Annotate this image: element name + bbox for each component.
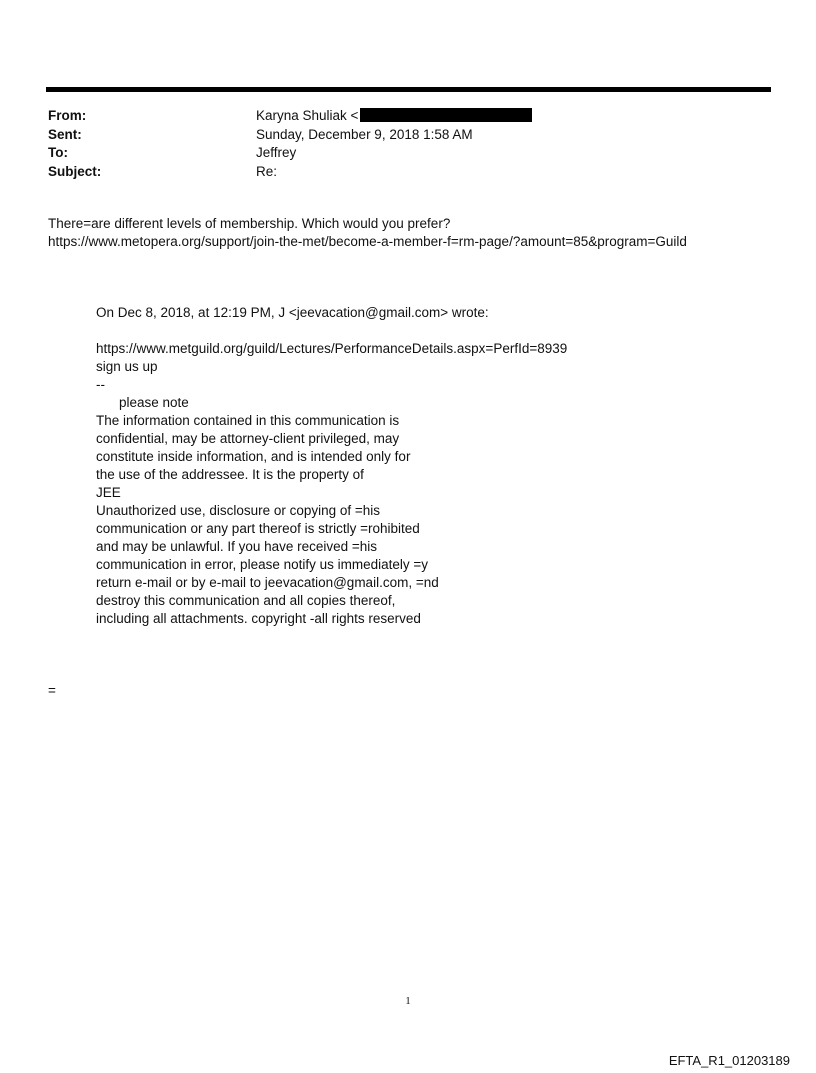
quoted-intro: On Dec 8, 2018, at 12:19 PM, J <jeevacation@gmail.com> wrote:: [96, 305, 489, 320]
please-note: please note: [119, 395, 189, 410]
disclaimer-line: The information contained in this communication is: [96, 413, 400, 428]
disclaimer-line: communication or any part thereof is strictly =rohibited: [96, 521, 420, 536]
page-number: 1: [405, 995, 411, 1007]
disclaimer-line: Unauthorized use, disclosure or copying of =his: [96, 503, 381, 518]
signature-separator: --: [96, 377, 105, 392]
disclaimer-line: communication in error, please notify us immediately =y: [96, 557, 429, 572]
sent-value: Sunday, December 9, 2018 1:58 AM: [256, 126, 473, 142]
from-value: [256, 107, 532, 126]
header-divider: [46, 87, 771, 92]
disclaimer-line: destroy this communication and all copies thereof,: [96, 593, 396, 608]
sent-label: Sent:: [48, 126, 82, 142]
message-line: There=are different levels of membership. Which would you prefer?: [48, 216, 451, 231]
from-name: Karyna Shuliak <: [256, 108, 359, 123]
subject-label: Subject:: [48, 163, 102, 179]
to-value: Jeffrey: [256, 145, 297, 160]
quoted-message: [96, 304, 567, 628]
document-id: EFTA_R1_01203189: [668, 1053, 790, 1068]
disclaimer-line: JEE: [96, 485, 121, 500]
disclaimer-line: the use of the addressee. It is the property of: [96, 467, 364, 482]
disclaimer-line: and may be unlawful. If you have received =his: [96, 539, 378, 554]
trailing-mark: =: [48, 683, 56, 698]
membership-link: https://www.metopera.org/support/join-the-met/become-a-member-f=rm-page/?amount=85&program=Guild: [48, 234, 687, 249]
message-body: [48, 215, 687, 251]
quoted-link: https://www.metguild.org/guild/Lectures/PerformanceDetails.aspx=PerfId=8939: [96, 341, 568, 356]
redaction-bar: [360, 108, 532, 122]
quoted-sign-line: sign us up: [96, 359, 158, 374]
disclaimer-line: constitute inside information, and is intended only for: [96, 449, 411, 464]
disclaimer-line: including all attachments. copyright -all rights reserved: [96, 611, 421, 626]
subject-value: Re:: [256, 163, 278, 179]
from-label: From:: [48, 108, 87, 123]
disclaimer-line: return e-mail or by e-mail to jeevacation@gmail.com, =nd: [96, 575, 439, 590]
to-label: To:: [48, 145, 68, 160]
disclaimer-line: confidential, may be attorney-client privileged, may: [96, 431, 400, 446]
